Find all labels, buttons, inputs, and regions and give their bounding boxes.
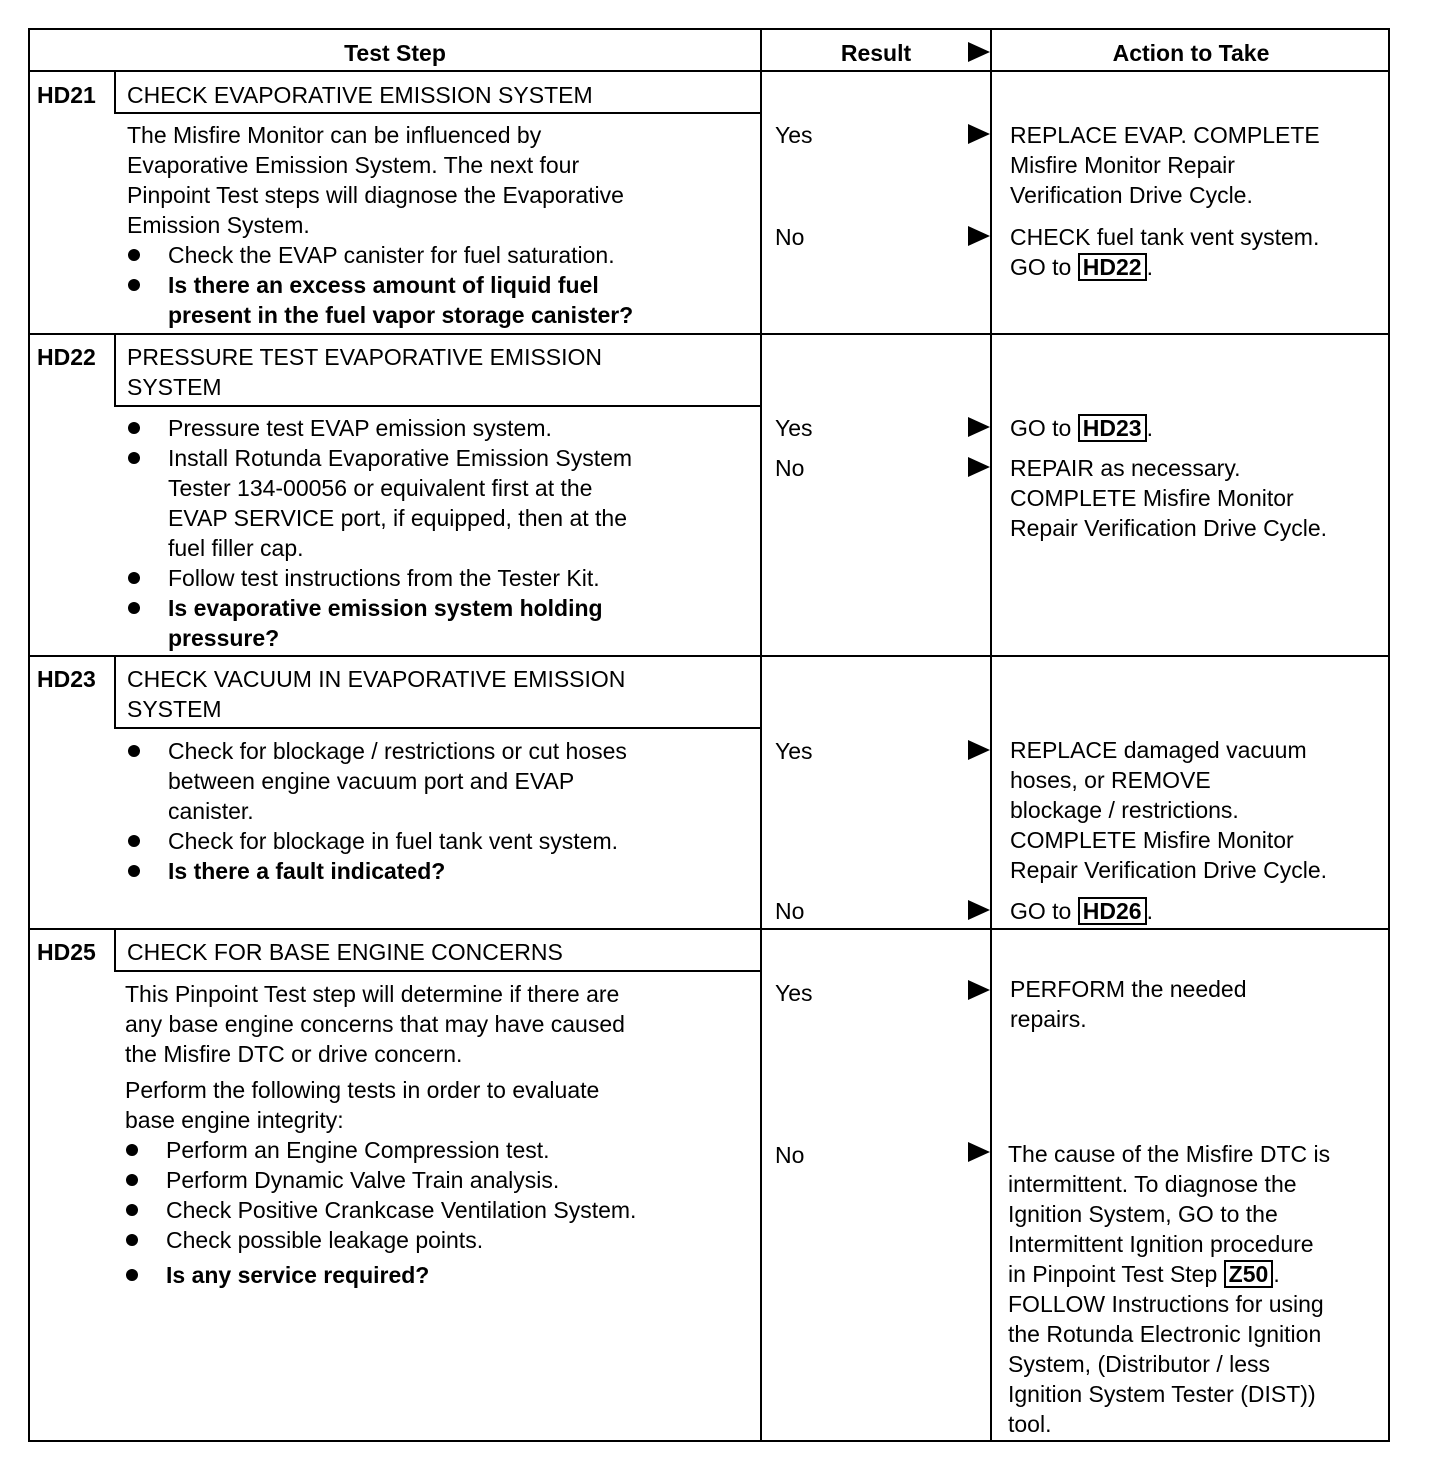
header-action: Action to Take (1112, 40, 1270, 66)
arrow-icon (968, 226, 990, 246)
row-divider (30, 655, 1388, 657)
step-body-line: Evaporative Emission System. The next four (127, 152, 580, 178)
bullet-icon (128, 865, 140, 877)
row-divider (30, 70, 1388, 72)
result-label: No (775, 224, 805, 250)
action-line: Ignition System, GO to the (1008, 1201, 1278, 1227)
title-divider (114, 112, 760, 114)
arrow-icon (968, 124, 990, 144)
arrow-icon (968, 1142, 990, 1162)
action-line: System, (Distributor / less (1008, 1351, 1270, 1377)
result-label: No (775, 455, 805, 481)
action-line: CHECK fuel tank vent system. (1010, 224, 1320, 250)
bullet-text: EVAP SERVICE port, if equipped, then at the (168, 505, 628, 531)
arrow-icon (968, 980, 990, 1000)
step-reference-link[interactable]: HD23 (1078, 414, 1147, 442)
bullet-text: Check for blockage in fuel tank vent system. (168, 828, 618, 854)
step-reference-link[interactable]: HD22 (1078, 253, 1147, 281)
action-text: GO to (1010, 415, 1072, 441)
step-body-line: Pinpoint Test steps will diagnose the Evaporative (127, 182, 624, 208)
bullet-text: Tester 134-00056 or equivalent first at the (168, 475, 593, 501)
bullet-icon (128, 452, 140, 464)
step-title: SYSTEM (127, 696, 222, 722)
result-label: No (775, 898, 805, 924)
step-reference-link[interactable]: HD26 (1078, 897, 1147, 925)
bullet-text: fuel filler cap. (168, 535, 304, 561)
step-body-line: base engine integrity: (125, 1107, 344, 1133)
title-divider (114, 727, 760, 729)
step-title: PRESSURE TEST EVAPORATIVE EMISSION (127, 344, 603, 370)
action-line: COMPLETE Misfire Monitor (1010, 827, 1294, 853)
action-line: repairs. (1010, 1006, 1087, 1032)
arrow-icon (968, 740, 990, 760)
action-line: Repair Verification Drive Cycle. (1010, 857, 1328, 883)
column-divider (760, 30, 762, 1440)
bullet-text: Perform an Engine Compression test. (166, 1137, 550, 1163)
bullet-text-question: Is any service required? (166, 1262, 430, 1288)
action-line: COMPLETE Misfire Monitor (1010, 485, 1294, 511)
bullet-text: Install Rotunda Evaporative Emission System (168, 445, 633, 471)
step-title: SYSTEM (127, 374, 222, 400)
action-line: blockage / restrictions. (1010, 797, 1239, 823)
action-text: GO to (1010, 254, 1072, 280)
action-text: GO to (1010, 898, 1072, 924)
result-label: Yes (775, 980, 813, 1006)
arrow-icon (968, 417, 990, 437)
action-line: the Rotunda Electronic Ignition (1008, 1321, 1322, 1347)
bullet-text: Follow test instructions from the Tester Kit. (168, 565, 600, 591)
row-divider (30, 333, 1388, 335)
action-text: in Pinpoint Test Step (1008, 1261, 1218, 1287)
bullet-text: Perform Dynamic Valve Train analysis. (166, 1167, 560, 1193)
bullet-icon (126, 1204, 138, 1216)
result-label: Yes (775, 738, 813, 764)
bullet-text: Check for blockage / restrictions or cut hoses (168, 738, 627, 764)
column-divider (990, 30, 992, 1440)
step-id: HD21 (37, 82, 96, 108)
action-line: Misfire Monitor Repair (1010, 152, 1235, 178)
header-test-step: Test Step (344, 40, 446, 66)
result-label: No (775, 1142, 805, 1168)
bullet-icon (128, 745, 140, 757)
bullet-icon (128, 249, 140, 261)
step-id: HD23 (37, 666, 96, 692)
bullet-text-question: Is there a fault indicated? (168, 858, 446, 884)
step-body-line: Emission System. (127, 212, 310, 238)
action-line: GO to HD23 . (1010, 415, 1153, 441)
action-line: REPAIR as necessary. (1010, 455, 1241, 481)
step-id: HD22 (37, 344, 96, 370)
action-line: intermittent. To diagnose the (1008, 1171, 1297, 1197)
result-label: Yes (775, 122, 813, 148)
title-divider (114, 970, 760, 972)
arrow-icon (968, 900, 990, 920)
action-line: The cause of the Misfire DTC is (1008, 1141, 1331, 1167)
bullet-icon (126, 1144, 138, 1156)
bullet-text-question: present in the fuel vapor storage canister? (168, 302, 634, 328)
arrow-icon (968, 42, 990, 62)
action-line: FOLLOW Instructions for using (1008, 1291, 1324, 1317)
step-body-line: any base engine concerns that may have caused (125, 1011, 625, 1037)
action-line: Ignition System Tester (DIST)) (1008, 1381, 1316, 1407)
id-divider (114, 655, 116, 729)
step-body-line: the Misfire DTC or drive concern. (125, 1041, 463, 1067)
bullet-text: Pressure test EVAP emission system. (168, 415, 552, 441)
action-line: Verification Drive Cycle. (1010, 182, 1253, 208)
action-line: REPLACE EVAP. COMPLETE (1010, 122, 1320, 148)
action-line: Repair Verification Drive Cycle. (1010, 515, 1328, 541)
action-line: tool. (1008, 1411, 1052, 1437)
bullet-text-question: Is evaporative emission system holding (168, 595, 603, 621)
bullet-text: Check possible leakage points. (166, 1227, 484, 1253)
id-divider (114, 70, 116, 114)
step-title: CHECK EVAPORATIVE EMISSION SYSTEM (127, 82, 593, 108)
id-divider (114, 333, 116, 407)
step-body-line: The Misfire Monitor can be influenced by (127, 122, 542, 148)
result-label: Yes (775, 415, 813, 441)
action-line: in Pinpoint Test Step Z50 . (1008, 1261, 1280, 1287)
bullet-text-question: pressure? (168, 625, 280, 651)
arrow-icon (968, 457, 990, 477)
action-line: REPLACE damaged vacuum (1010, 737, 1307, 763)
bullet-icon (126, 1174, 138, 1186)
action-line: GO to HD26 . (1010, 898, 1153, 924)
bullet-icon (128, 602, 140, 614)
bullet-icon (126, 1234, 138, 1246)
bullet-icon (128, 279, 140, 291)
action-line: PERFORM the needed (1010, 976, 1247, 1002)
bullet-text: canister. (168, 798, 254, 824)
bullet-icon (128, 422, 140, 434)
step-body-line: This Pinpoint Test step will determine if there are (125, 981, 620, 1007)
bullet-text: Check the EVAP canister for fuel saturation. (168, 242, 615, 268)
action-line: hoses, or REMOVE (1010, 767, 1211, 793)
id-divider (114, 928, 116, 972)
bullet-icon (126, 1269, 138, 1281)
step-id: HD25 (37, 939, 96, 965)
header-result: Result (840, 40, 912, 66)
diagnostic-table (28, 28, 1390, 1442)
step-reference-link[interactable]: Z50 (1224, 1260, 1274, 1288)
step-title: CHECK FOR BASE ENGINE CONCERNS (127, 939, 563, 965)
row-divider (30, 928, 1388, 930)
bullet-icon (128, 835, 140, 847)
action-line: Intermittent Ignition procedure (1008, 1231, 1314, 1257)
bullet-icon (128, 572, 140, 584)
bullet-text: between engine vacuum port and EVAP (168, 768, 575, 794)
action-line: GO to HD22 . (1010, 254, 1153, 280)
step-title: CHECK VACUUM IN EVAPORATIVE EMISSION (127, 666, 626, 692)
title-divider (114, 405, 760, 407)
bullet-text: Check Positive Crankcase Ventilation System. (166, 1197, 637, 1223)
step-body-line: Perform the following tests in order to evaluate (125, 1077, 600, 1103)
bullet-text-question: Is there an excess amount of liquid fuel (168, 272, 599, 298)
